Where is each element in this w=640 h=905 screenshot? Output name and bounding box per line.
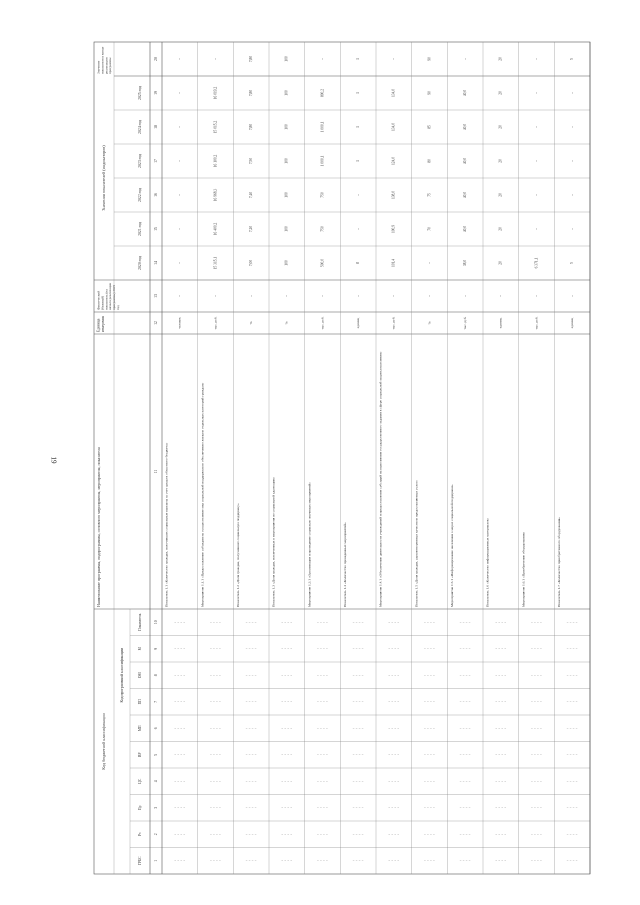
row-unit: единиц [569, 317, 574, 329]
row-value-1: 101,4 [391, 258, 396, 268]
row-value-6: 134,0 [391, 88, 396, 98]
row-unit: % [248, 321, 253, 325]
row-value-2: – [355, 228, 360, 230]
row-final: 7,80 [248, 55, 253, 63]
header-code-3: Пр [137, 805, 142, 810]
row-final: 1 [355, 58, 360, 60]
row-value-4: 20 [498, 159, 503, 163]
page-number: 19 [49, 456, 58, 464]
header-code-8: ОМ [137, 672, 142, 679]
header-code-7: ПП [137, 699, 142, 705]
row-unit: % [284, 321, 289, 325]
row-value-3: – [177, 194, 182, 196]
svg-text:(базовый): (базовый) [100, 295, 105, 310]
row-value-2: – [177, 228, 182, 230]
row-name [379, 351, 383, 607]
column-number-10: 10 [153, 620, 158, 625]
svg-text:Показатель 1.4 «Количество про: Показатель 1.4 «Количество проведенных мероприятий» [342, 522, 347, 607]
row-base: – [534, 295, 539, 297]
column-number-3: 3 [153, 806, 158, 809]
row-final: – [213, 58, 218, 60]
svg-text:начало реализации: начало реализации [108, 282, 113, 310]
row-name [486, 518, 490, 607]
column-number-15: 15 [153, 227, 158, 231]
row-value-4: – [177, 160, 182, 162]
row-value-5: 1 000,1 [320, 121, 325, 133]
column-number-13: 13 [153, 294, 158, 298]
row-name [307, 482, 311, 607]
row-final: – [462, 58, 467, 60]
row-value-1: 38,0 [462, 259, 467, 267]
svg-text:показателя в конце: показателя в конце [100, 46, 105, 74]
svg-text:программы) 2019: программы) 2019 [112, 284, 117, 310]
header-code-2: Рз [137, 832, 142, 836]
row-base: – [177, 295, 182, 297]
row-value-3: – [355, 194, 360, 196]
table-row [424, 42, 447, 874]
row-final: 100 [284, 56, 289, 62]
row-base: – [391, 295, 396, 297]
row-value-4: 1 [355, 160, 360, 162]
row-value-4: 1 000,1 [320, 155, 325, 167]
header-program-code: Код программной классификации [119, 647, 124, 703]
column-number-12: 12 [153, 321, 158, 325]
svg-text:Показатель 1.1 «Количество гра: Показатель 1.1 «Количество граждан, получивших социальные выплаты за счет средств областного бюджета» [164, 442, 169, 607]
row-value-6: 800,2 [320, 88, 325, 98]
svg-text:год: год [116, 305, 121, 310]
column-number-11: 11 [153, 469, 158, 474]
row-value-2: 20 [498, 227, 503, 231]
row-base: – [569, 295, 574, 297]
row-name [165, 442, 170, 607]
header-year-1: 2020 год [137, 256, 142, 270]
row-value-2: 70 [427, 227, 432, 231]
row-final: – [320, 58, 325, 60]
header-final [97, 46, 113, 74]
row-value-6: – [534, 92, 539, 94]
row-unit: % [427, 321, 432, 325]
header-year-3: 2022 год [137, 188, 142, 202]
column-number-8: 8 [153, 674, 158, 677]
svg-text:Показатель 1.2 «Доля граждан,: Показатель 1.2 «Доля граждан, получивших социальную поддержку» [235, 503, 240, 607]
row-base: – [355, 295, 360, 297]
row-value-1: 7,00 [248, 259, 253, 267]
column-number-20: 20 [153, 57, 158, 61]
row-name [200, 382, 204, 607]
row-value-1: – [177, 262, 182, 264]
header-code-1: ГРБС [137, 856, 142, 866]
row-value-4: 40,0 [462, 157, 467, 165]
svg-text:Наименование программы, подпро: Наименование программы, подпрограммы, основного мероприятия, мероприятия, показателя [96, 447, 102, 607]
header-code-4: ЦС [137, 778, 142, 784]
row-final: 5 [569, 58, 574, 60]
row-name [236, 503, 241, 607]
table-row [388, 42, 411, 874]
row-value-5: 1 [355, 126, 360, 128]
header-years-group: Значения показателей (индикаторов) [100, 145, 106, 211]
table-row [460, 42, 483, 874]
row-value-4: 124,0 [391, 156, 396, 166]
row-value-4: 100 [284, 158, 289, 164]
svg-text:Мероприятие 1.4.1 «Обеспечение: Мероприятие 1.4.1 «Обеспечение деятельности учреждений и предоставление субсидий на выполнение государственного задания в сфере социальной защиты населения» [378, 351, 383, 607]
row-value-2: 7,20 [248, 225, 253, 233]
row-value-1: 500,0 [320, 258, 325, 268]
column-number-9: 9 [153, 647, 158, 650]
column-number-17: 17 [153, 159, 158, 163]
row-final: 90 [427, 57, 432, 61]
row-value-5: – [534, 126, 539, 128]
row-value-2: 40,0 [462, 225, 467, 233]
row-value-3: – [534, 194, 539, 196]
header-code-6: МП [137, 725, 142, 732]
row-value-3: 750 [320, 192, 325, 198]
svg-text:Единица: Единица [96, 318, 101, 332]
row-value-1: 20 [498, 261, 503, 265]
svg-text:Значение: Значение [96, 60, 101, 74]
row-base: – [462, 295, 467, 297]
row-value-3: 138,0 [391, 190, 396, 200]
row-final: – [177, 58, 182, 60]
row-value-6: 1 [355, 92, 360, 94]
svg-text:измерения: измерения [100, 315, 105, 332]
row-value-5: – [177, 126, 182, 128]
column-number-14: 14 [153, 261, 158, 265]
table-row [495, 42, 518, 874]
column-number-19: 19 [153, 91, 158, 95]
row-value-5: 134,0 [391, 122, 396, 132]
column-number-7: 7 [153, 700, 158, 703]
row-name [343, 522, 347, 607]
row-value-3: 20 [498, 193, 503, 197]
row-value-2: 750 [320, 226, 325, 232]
header-year-2: 2021 год [137, 222, 142, 236]
row-name [414, 480, 419, 607]
row-value-2: 100,9 [391, 224, 396, 234]
row-value-4: 80 [427, 159, 432, 163]
row-value-4: 7,50 [248, 157, 253, 165]
header-name [96, 447, 102, 607]
row-value-6: – [177, 92, 182, 94]
row-value-4: – [534, 160, 539, 162]
column-number-18: 18 [153, 125, 158, 129]
svg-text:Мероприятие 1.5.1 «Информирова: Мероприятие 1.5.1 «Информирование населения о мерах социальной поддержки» [449, 484, 454, 607]
row-unit: тыс. руб. [213, 316, 218, 330]
row-value-1: 15 315,1 [213, 256, 218, 270]
row-name [557, 517, 561, 607]
rotated-program-table [92, 38, 592, 876]
column-number-4: 4 [153, 780, 158, 783]
table-row [567, 42, 590, 874]
row-base: – [498, 295, 503, 297]
row-value-6: 20 [498, 91, 503, 95]
row-value-5: 20 [498, 125, 503, 129]
svg-text:Фактический: Фактический [96, 290, 101, 310]
row-final: – [391, 58, 396, 60]
row-value-2: 16 400,2 [213, 222, 218, 236]
row-value-1: 8 [355, 262, 360, 264]
row-value-6: 40,0 [462, 89, 467, 97]
row-value-3: – [569, 194, 574, 196]
header-year-4: 2023 год [137, 154, 142, 168]
svg-text:Показатель 1.3 «Доля граждан,: Показатель 1.3 «Доля граждан, вовлеченных в мероприятия по социальной адаптации» [271, 476, 276, 607]
table-row [246, 42, 269, 874]
row-value-2: 100 [284, 226, 289, 232]
row-unit: тыс. руб. [462, 316, 467, 330]
row-value-3: 75 [427, 193, 432, 197]
row-unit: тыс. руб. [391, 316, 396, 330]
row-value-5: 100 [284, 124, 289, 130]
row-value-5: 40,0 [462, 123, 467, 131]
row-unit: тыс. руб. [320, 316, 325, 330]
row-base: – [213, 295, 218, 297]
svg-text:Показатель 1.5 «Доля граждан,: Показатель 1.5 «Доля граждан, удовлетворенных качеством предоставляемых услуг» [414, 479, 419, 607]
row-name [450, 484, 454, 607]
row-unit: единиц [498, 317, 503, 329]
column-number-2: 2 [153, 833, 158, 836]
header-code-10: Показатель [137, 613, 142, 631]
row-base: – [248, 295, 253, 297]
table-row [353, 42, 376, 874]
svg-text:показатель (на: показатель (на [104, 289, 109, 310]
svg-text:Мероприятие 1.1.1 «Предоставле: Мероприятие 1.1.1 «Предоставление субсидии на осуществление мер социальной поддержки по обеспечению жильем отдельных категорий граждан» [200, 382, 205, 607]
row-value-4: 16 100,2 [213, 154, 218, 168]
row-value-5: 15 015,2 [213, 120, 218, 134]
row-base: – [427, 295, 432, 297]
svg-text:программы: программы [108, 57, 113, 74]
row-value-3: 7,40 [248, 191, 253, 199]
column-number-16: 16 [153, 193, 158, 197]
row-value-5: 85 [427, 125, 432, 129]
row-unit: тыс. руб. [534, 316, 539, 330]
row-value-3: 16 968,3 [213, 188, 218, 202]
row-value-4: – [569, 160, 574, 162]
header-base-value [97, 283, 121, 310]
svg-text:Показатель 1.7 «Количество при: Показатель 1.7 «Количество приобретенного оборудования» [556, 516, 561, 607]
table-row [531, 42, 554, 874]
header-code-5: ВР [137, 752, 142, 757]
svg-text:Мероприятие 1.3.1 «Организация: Мероприятие 1.3.1 «Организация и проведение социально значимых мероприятий» [307, 482, 312, 607]
row-value-3: 40,0 [462, 191, 467, 199]
header-unit [97, 316, 105, 332]
column-number-5: 5 [153, 753, 158, 756]
row-value-1: 6 371,1 [534, 257, 539, 269]
row-base: – [320, 295, 325, 297]
row-base: – [284, 295, 289, 297]
row-value-6: 90 [427, 91, 432, 95]
row-value-6: 100 [284, 90, 289, 96]
row-name [272, 477, 277, 607]
row-value-2: – [534, 228, 539, 230]
row-value-6: – [569, 92, 574, 94]
row-value-1: 100 [284, 260, 289, 266]
svg-text:Мероприятие 1.6.1 «Приобретени: Мероприятие 1.6.1 «Приобретение оборудования» [521, 531, 526, 607]
row-value-2: – [569, 228, 574, 230]
header-year-5: 2024 год [137, 120, 142, 134]
row-value-3: 100 [284, 192, 289, 198]
column-number-1: 1 [153, 859, 158, 862]
header-year-6: 2025 год [137, 86, 142, 100]
row-final: – [534, 58, 539, 60]
svg-text:реализации: реализации [104, 57, 109, 74]
row-value-5: 7,80 [248, 123, 253, 131]
svg-text:Показатель 1.6 «Количество инф: Показатель 1.6 «Количество информационных материалов» [485, 517, 490, 607]
row-unit: человек [177, 317, 182, 329]
row-unit: единиц [355, 317, 360, 329]
table-row [281, 42, 304, 874]
column-number-6: 6 [153, 727, 158, 730]
row-value-6: 7,80 [248, 89, 253, 97]
row-value-1: – [427, 262, 432, 264]
header-code-group: Код бюджетной классификации [100, 713, 106, 770]
table-row [174, 42, 197, 874]
header-code-9: М [137, 647, 142, 651]
row-value-5: – [569, 126, 574, 128]
row-value-6: 16 019,2 [213, 86, 218, 100]
row-final: 20 [498, 57, 503, 61]
row-name [521, 532, 525, 607]
row-value-1: 5 [569, 262, 574, 264]
